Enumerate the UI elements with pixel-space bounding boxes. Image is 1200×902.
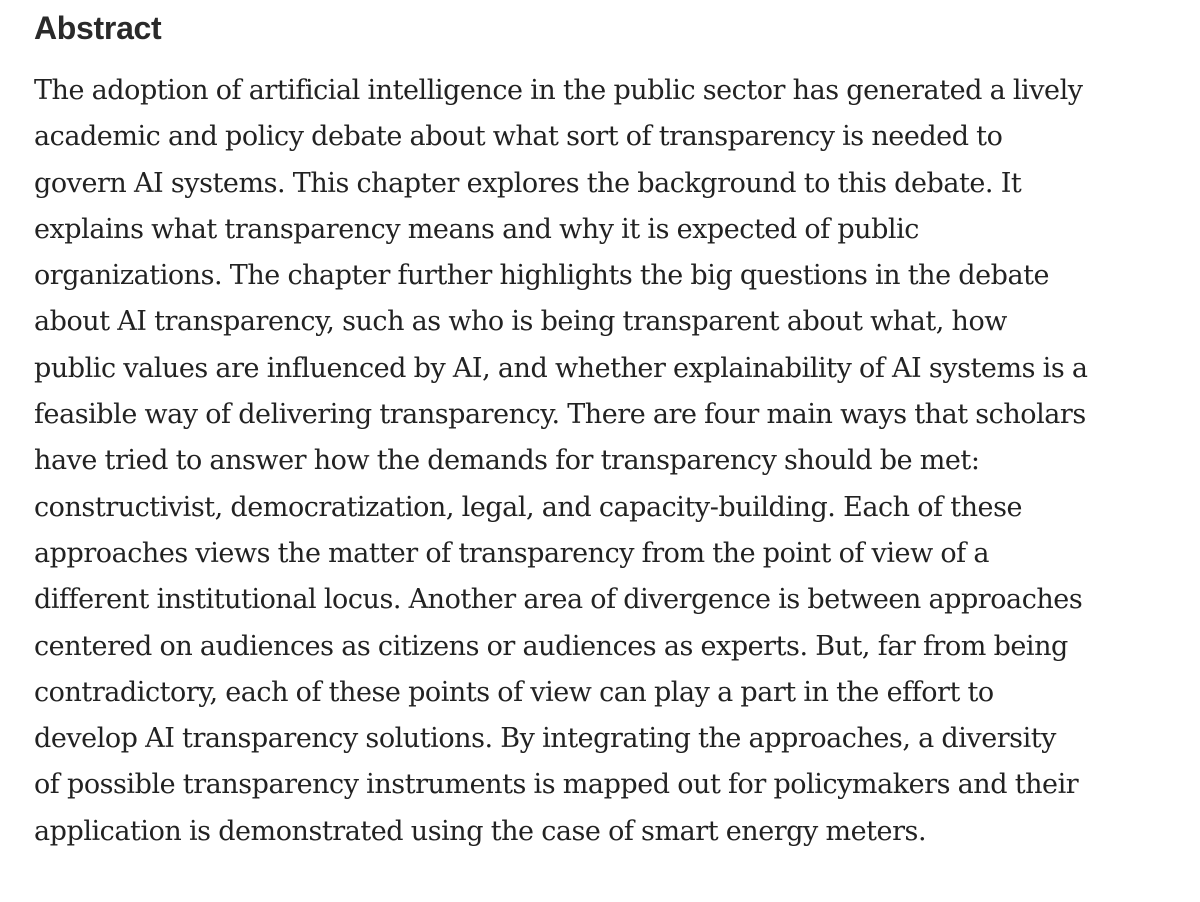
abstract-line: contradictory, each of these points of view can play a part in the effort to: [34, 676, 994, 708]
abstract-line: public values are influenced by AI, and whether explainability of AI systems is a: [34, 352, 1088, 384]
abstract-section: [34, 6, 1184, 855]
abstract-line: organizations. The chapter further highlights the big questions in the debate: [34, 260, 1050, 292]
abstract-line: The adoption of artificial intelligence in the public sector has generated a lively: [34, 75, 1083, 106]
abstract-line: constructivist, democratization, legal, and capacity-building. Each of these: [34, 491, 1022, 523]
abstract-line: of possible transparency instruments is mapped out for policymakers and their: [34, 769, 1079, 801]
abstract-line: have tried to answer how the demands for transparency should be met:: [34, 445, 980, 477]
abstract-line: explains what transparency means and why it is expected of public: [34, 213, 919, 245]
abstract-line: about AI transparency, such as who is being transparent about what, how: [34, 306, 1007, 338]
abstract-body: [34, 68, 1184, 855]
abstract-line: academic and policy debate about what sort of transparency is needed to: [34, 121, 1003, 153]
abstract-heading: Abstract: [34, 10, 162, 46]
abstract-line: application is demonstrated using the case of smart energy meters.: [34, 815, 927, 847]
abstract-line: develop AI transparency solutions. By integrating the approaches, a diversity: [34, 723, 1056, 755]
abstract-line: approaches views the matter of transparency from the point of view of a: [34, 537, 989, 569]
abstract-line: centered on audiences as citizens or audiences as experts. But, far from being: [34, 630, 1068, 662]
abstract-line: different institutional locus. Another area of divergence is between approaches: [34, 584, 1083, 616]
abstract-line: govern AI systems. This chapter explores the background to this debate. It: [34, 167, 1022, 199]
abstract-line: feasible way of delivering transparency. There are four main ways that scholars: [34, 399, 1086, 431]
